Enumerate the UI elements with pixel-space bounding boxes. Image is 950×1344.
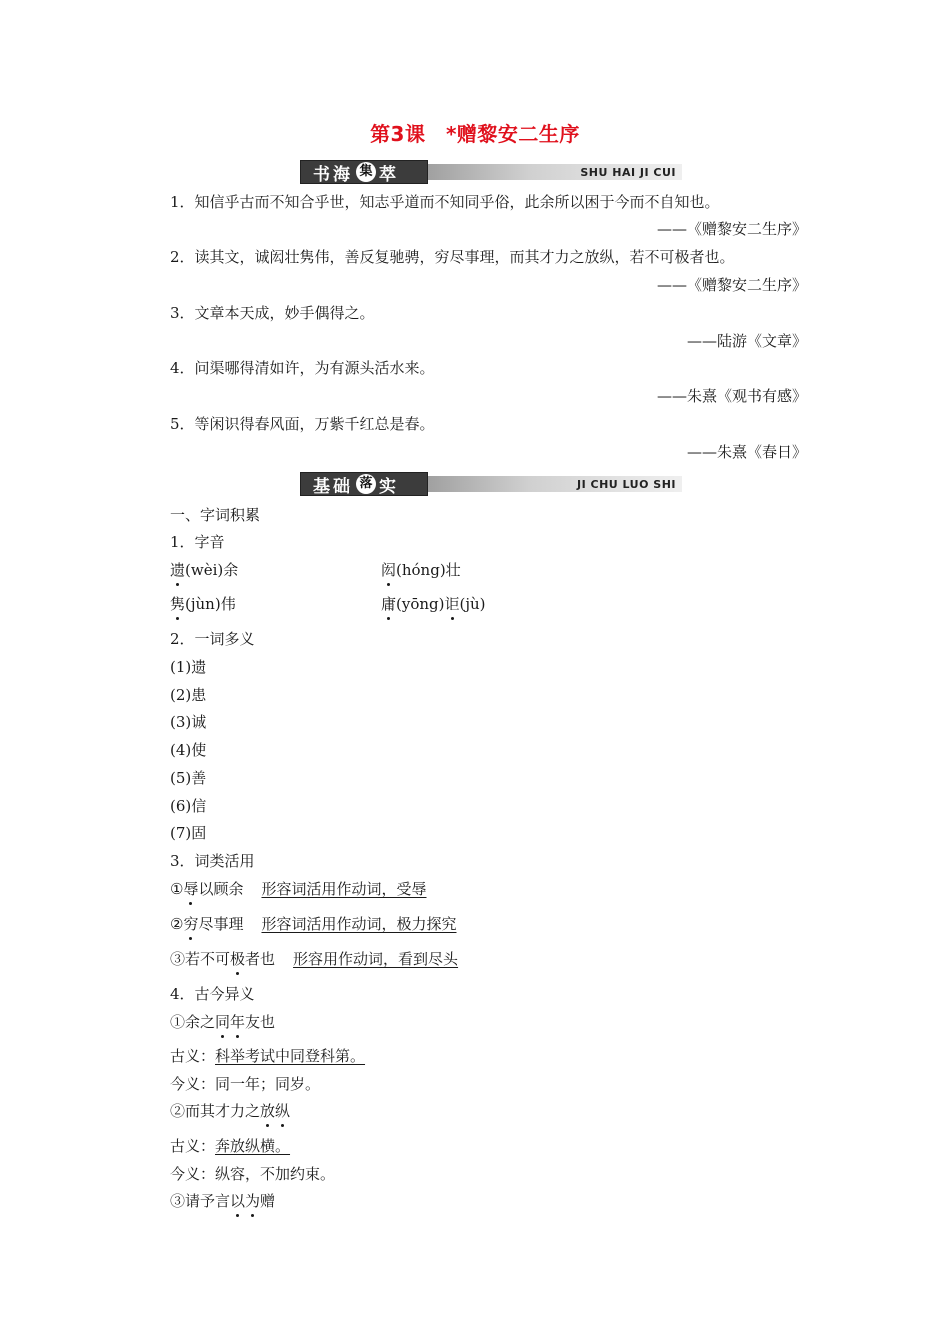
pronunciation-item xyxy=(381,560,461,580)
dotted-char: 闳 xyxy=(381,561,397,579)
section-banner-jichuluoshi xyxy=(300,472,682,496)
quote-source: ——《赠黎安二生序》 xyxy=(656,220,807,238)
item-text: ③请予言 xyxy=(170,1192,231,1210)
polysemy-item: (3)诚 xyxy=(170,713,207,731)
pronunciation-item xyxy=(381,594,486,614)
modern-meaning: 今义：同一年；同岁。 xyxy=(170,1075,321,1093)
answer-text: 科举考试中同登科第。 xyxy=(215,1047,366,1065)
item-text: ① xyxy=(170,880,184,898)
pronunciation-text: (jù) xyxy=(459,595,486,613)
subsection-heading: 3．词类活用 xyxy=(170,852,255,870)
banner-circle-char: 落 xyxy=(356,474,376,494)
dotted-char: 隽 xyxy=(170,595,186,613)
dotted-char: 放 xyxy=(260,1102,276,1120)
quote-source: ——朱熹《观书有感》 xyxy=(656,387,807,405)
dotted-char: 以 xyxy=(230,1192,246,1210)
polysemy-item: (5)善 xyxy=(170,769,207,787)
quote-text: 4．问渠哪得清如许，为有源头活水来。 xyxy=(170,359,435,377)
answer-text: 形容用作动词，看到尽头 xyxy=(293,950,459,968)
dotted-char: 讵 xyxy=(444,595,460,613)
section-banner-shuhaijicui xyxy=(300,160,682,184)
quote-text: 3．文章本天成，妙手偶得之。 xyxy=(170,304,375,322)
banner-pinyin: JI CHU LUO SHI xyxy=(576,478,676,491)
polysemy-item: (4)使 xyxy=(170,741,207,759)
dotted-char: 纵 xyxy=(275,1102,291,1120)
conversion-item xyxy=(170,879,427,899)
polysemy-item: (2)患 xyxy=(170,686,207,704)
subsection-heading: 1．字音 xyxy=(170,533,225,551)
banner-char: 础 xyxy=(333,476,353,497)
modern-meaning: 今义：纵容，不加约束。 xyxy=(170,1165,336,1183)
item-text: 赠 xyxy=(260,1192,276,1210)
example-sentence xyxy=(170,1012,275,1032)
example-sentence xyxy=(170,1191,275,1211)
answer-text: 奔放纵横。 xyxy=(215,1137,291,1155)
answer-text: 形容词活用作动词，受辱 xyxy=(261,880,427,898)
dotted-char: 辱 xyxy=(183,880,199,898)
quote-source: ——《赠黎安二生序》 xyxy=(656,276,807,294)
banner-circle-char: 集 xyxy=(356,162,376,182)
quote-source: ——陆游《文章》 xyxy=(686,332,807,350)
banner-char: 萃 xyxy=(379,164,399,185)
conversion-item xyxy=(170,914,457,934)
meaning-label: 古义： xyxy=(170,1047,216,1065)
polysemy-item: (7)固 xyxy=(170,824,207,842)
dotted-char: 年 xyxy=(230,1013,246,1031)
ancient-meaning xyxy=(170,1046,365,1066)
item-text: ② xyxy=(170,915,184,933)
example-sentence xyxy=(170,1101,290,1121)
lesson-title: 第3课 *赠黎安二生序 xyxy=(370,122,580,146)
quote-text: 2．读其文，诚闳壮隽伟，善反复驰骋，穷尽事理，而其才力之放纵，若不可极者也。 xyxy=(170,248,735,266)
dotted-char: 为 xyxy=(245,1192,261,1210)
item-text: 尽事理 xyxy=(198,915,244,933)
banner-label xyxy=(300,472,428,496)
dotted-char: 庸 xyxy=(381,595,397,613)
subsection-heading: 4．古今异义 xyxy=(170,985,255,1003)
section-heading: 一、字词积累 xyxy=(170,506,261,524)
polysemy-item: (6)信 xyxy=(170,797,207,815)
quote-text: 1．知信乎古而不知合乎世，知志乎道而不知同乎俗，此余所以困于今而不自知也。 xyxy=(170,193,720,211)
banner-char: 海 xyxy=(333,164,353,185)
item-text: ①余之 xyxy=(170,1013,216,1031)
item-text: 者也 xyxy=(245,950,276,968)
quote-text: 5．等闲识得春风面，万紫千红总是春。 xyxy=(170,415,435,433)
banner-char: 基 xyxy=(313,476,333,497)
pronunciation-text: (wèi)余 xyxy=(185,561,239,579)
dotted-char: 穷 xyxy=(183,915,199,933)
dotted-char: 遗 xyxy=(170,561,186,579)
banner-label xyxy=(300,160,428,184)
pronunciation-item xyxy=(170,560,238,580)
ancient-meaning xyxy=(170,1136,290,1156)
banner-char: 实 xyxy=(379,476,399,497)
item-text: 以顾余 xyxy=(198,880,244,898)
pronunciation-text: (hóng)壮 xyxy=(396,561,461,579)
polysemy-item: (1)遗 xyxy=(170,658,207,676)
pronunciation-item xyxy=(170,594,236,614)
subsection-heading: 2．一词多义 xyxy=(170,630,255,648)
quote-source: ——朱熹《春日》 xyxy=(686,443,807,461)
banner-char: 书 xyxy=(313,164,333,185)
item-text: ②而其才力之 xyxy=(170,1102,261,1120)
dotted-char: 同 xyxy=(215,1013,231,1031)
pronunciation-text: (jùn)伟 xyxy=(185,595,236,613)
conversion-item xyxy=(170,949,458,969)
dotted-char: 极 xyxy=(230,950,246,968)
meaning-label: 古义： xyxy=(170,1137,216,1155)
banner-pinyin: SHU HAI JI CUI xyxy=(580,166,676,179)
item-text: ③若不可 xyxy=(170,950,231,968)
pronunciation-text: (yōng) xyxy=(396,595,445,613)
item-text: 友也 xyxy=(245,1013,276,1031)
answer-text: 形容词活用作动词，极力探究 xyxy=(261,915,457,933)
